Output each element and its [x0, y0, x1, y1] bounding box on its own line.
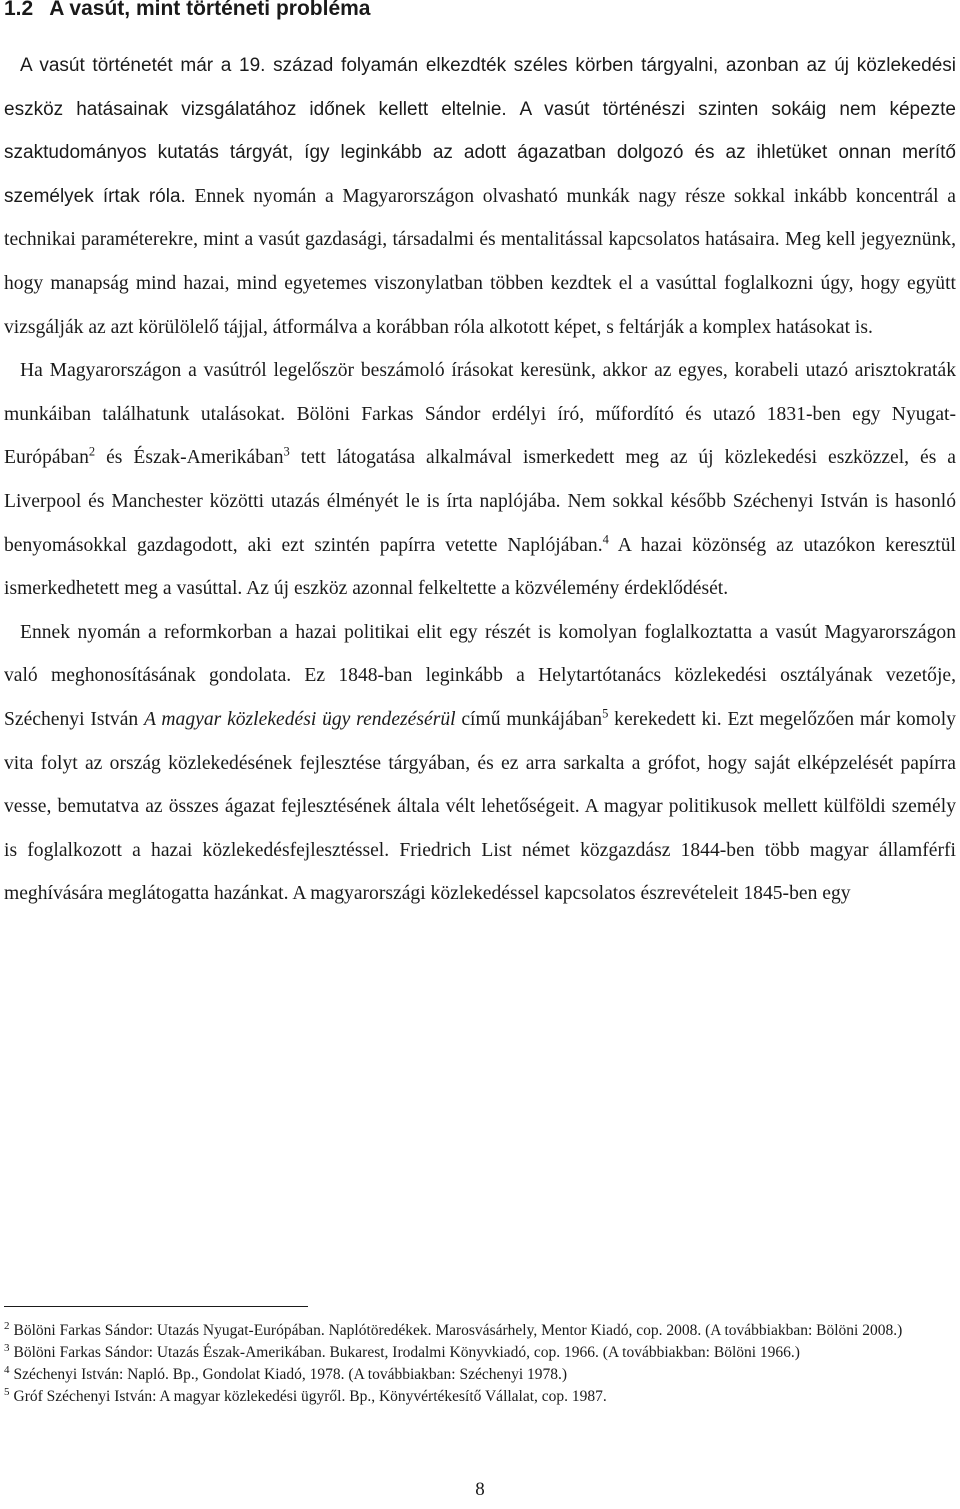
footnote-5 — [4, 1386, 956, 1408]
body-text — [4, 44, 956, 916]
paragraph-2-sentence-b: Bölöni Farkas Sándor erdélyi író, műfordító és utazó 1831-ben egy Nyugat-Európában — [4, 403, 956, 469]
paragraph-3 — [4, 611, 956, 916]
footnote-ref-3[interactable]: 3 — [283, 444, 290, 459]
paragraph-1-sentence-a: A vasút történetét már a 19. század folyamán elkezdték széles körben tárgyalni, azonban az új közlekedési eszköz hatásainak vizsgálatához időnek kellett eltelnie. — [4, 55, 956, 120]
footnote-ref-2[interactable]: 2 — [88, 444, 96, 459]
footnote-2 — [4, 1320, 956, 1342]
paragraph-2-sentence-e: Nem sokkal később Széchenyi István is hasonló benyomásokkal gazdagodott, aki ezt szintén papírra vetette Naplójában. — [4, 490, 956, 556]
footnote-3 — [4, 1342, 956, 1364]
footnote-text: Bölöni Farkas Sándor: Utazás Észak-Amerikában. Bukarest, Irodalmi Könyvkiadó, cop. 1966. (A továbbiakban: Bölöni 1966.) — [13, 1344, 800, 1361]
section-title: A vasút, mint történeti probléma — [49, 0, 371, 20]
footnote-text: Széchenyi István: Napló. Bp., Gondolat Kiadó, 1978. (A továbbiakban: Széchenyi 1978.) — [13, 1366, 568, 1383]
section-heading — [4, 0, 370, 24]
paragraph-1 — [4, 44, 956, 349]
footnote-number: 5 — [4, 1385, 10, 1398]
paragraph-2-sentence-a: Ha Magyarországon a vasútról legelőször beszámoló írásokat keresünk, akkor az egyes, korabeli utazó arisztokraták munkáiban találhatunk utalásokat. — [4, 360, 956, 425]
section-number: 1.2 — [4, 0, 34, 20]
footnote-number: 2 — [4, 1319, 10, 1332]
paragraph-2-sentence-c: és Észak-Amerikában — [106, 447, 284, 469]
footnote-4 — [4, 1364, 956, 1386]
footnote-divider — [4, 1306, 308, 1307]
book-title-italic: A magyar közlekedési ügy rendezésérül — [144, 708, 456, 730]
paragraph-3-sentence-c: című munkájában — [461, 708, 603, 730]
footnotes — [4, 1320, 956, 1408]
paragraph-1-sentence-b: A vasút történészi szinten sokáig nem képezte szaktudományos kutatás tárgyát, így leginkább az adott ágazatban dolgozó és az ihletüket onnan merítő személyek írtak róla. — [4, 98, 957, 207]
footnote-number: 3 — [4, 1341, 10, 1354]
paragraph-3-sentence-d: kerekedett ki. Ezt megelőzően már komoly vita folyt az ország közlekedésének fejlesztése tárgyában, és ez arra sarkalta a grófot, hogy saját elképzelését papírra vesse, bemutatva az összes ágazat fejlesztésének általa vélt lehetőségeit. A magyar politikusok mellett külföldi személy is foglalkozott a hazai közlekedésfejlesztéssel. Friedrich List német közgazdász 1844-ben több magyar államférfi meghívására meglátogatta hazánkat. A magyarországi közlekedéssel kapcsolatos észrevételeit 1845-ben egy — [4, 708, 956, 905]
paragraph-2-sentence-d: tett látogatása alkalmával ismerkedett meg az új közlekedési eszközzel, és a Liverpool és Manchester közötti utazás élményét le is írta naplójába. — [4, 447, 956, 512]
footnote-number: 4 — [4, 1363, 10, 1376]
footnote-ref-5[interactable]: 5 — [602, 706, 609, 721]
paragraph-1-sentence-d: Meg kell jegyeznünk, hogy manapság mind hazai, mind egyetemes viszonylatban többen kezdtek el a vasúttal foglalkozni úgy, hogy együtt vizsgálják az azt körülölelő tájjal, átformálva a korábban róla alkotott képet, s feltárják a komplex hatásokat is. — [4, 229, 956, 338]
footnote-ref-4[interactable]: 4 — [602, 531, 609, 546]
paragraph-2-sentence-f: A hazai közönség az utazókon keresztül ismerkedhetett meg a vasúttal. Az új eszköz azonnal felkeltette a közvélemény érdeklődését. — [4, 534, 956, 600]
paragraph-3-sentence-a: Ennek nyomán a reformkorban a hazai politikai elit egy részét is komolyan foglalkoztatta a vasút Magyarországon való meghonosításának gondolata. Ez 1848-ban leginkább a Helytartótanács közlekedési osztályának vezetője, Széchenyi István — [4, 621, 956, 730]
page-number: 8 — [475, 1479, 485, 1500]
footnote-text: Bölöni Farkas Sándor: Utazás Nyugat-Európában. Naplótöredékek. Marosvásárhely, Mentor Kiadó, cop. 2008. (A továbbiakban: Bölöni 2008.) — [13, 1322, 903, 1339]
paragraph-2 — [4, 349, 956, 611]
paragraph-1-sentence-c: Ennek nyomán a Magyarországon olvasható munkák nagy része sokkal inkább koncentrál a technikai paraméterekre, mint a vasút gazdasági, társadalmi és mentalitással kapcsolatos hatásaira. — [4, 185, 956, 251]
footnote-text: Gróf Széchenyi István: A magyar közlekedési ügyről. Bp., Könyvértékesítő Vállalat, cop. 1987. — [13, 1388, 607, 1405]
